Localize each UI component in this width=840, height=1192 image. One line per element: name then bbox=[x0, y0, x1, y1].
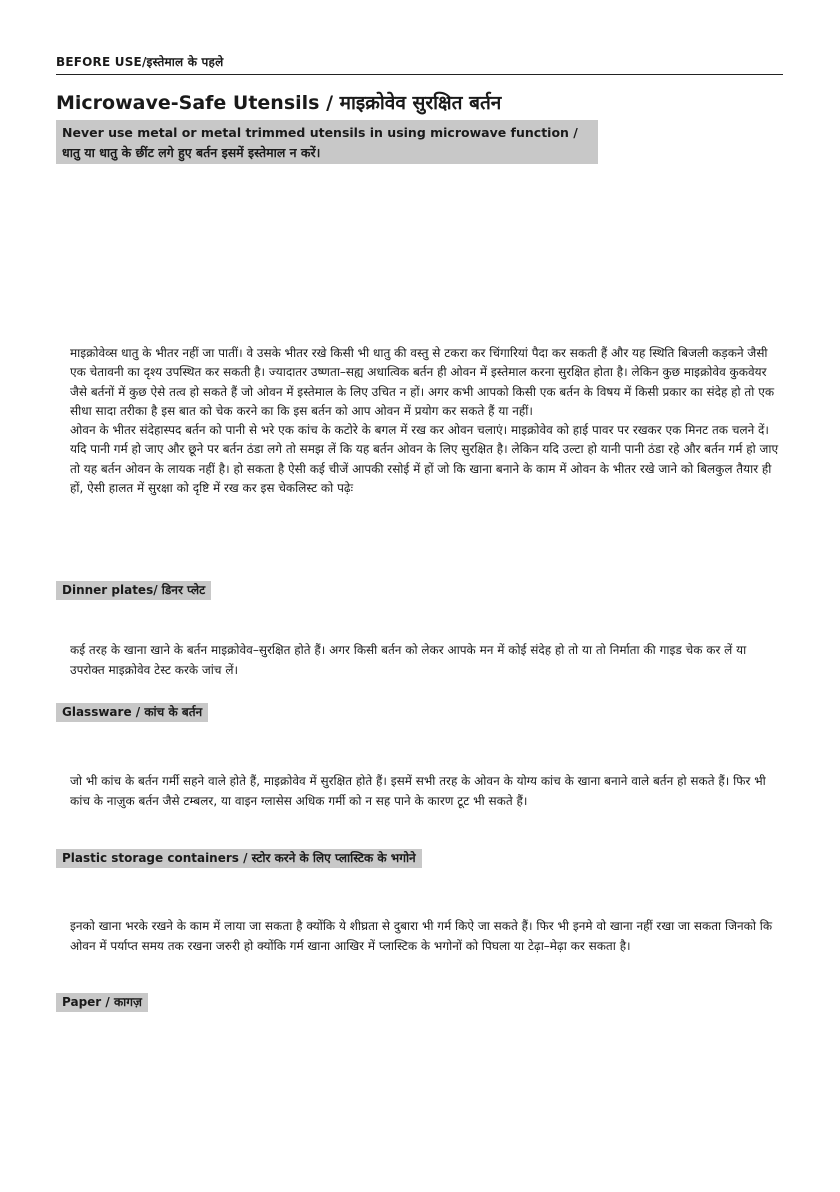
paragraph-dinner-plates: कई तरह के खाना खाने के बर्तन माइक्रोवेव–सुरक्षित होते हैं। अगर किसी बर्तन को लेकर आपके मन में कोई संदेह हो तो या तो निर्माता की गाइड चेक कर लें या उपरोक्त माइक्रोवेव टेस्ट करके जांच लें। bbox=[70, 643, 747, 677]
body-plastic-containers bbox=[70, 917, 782, 956]
page-title: Microwave-Safe Utensils / माइक्रोवेव सुरक्षित बर्तन bbox=[56, 92, 502, 114]
paragraph-plastic-containers: इनको खाना भरके रखने के काम में लाया जा सकता है क्योंकि ये शीघ्रता से दुबारा भी गर्म किऐ जा सकते हैं। फिर भी इनमे वो खाना नहीं रखा जा सकता जिनको कि ओवन में पर्याप्त समय तक रखना जरुरी हो क्योंकि गर्म खाना आखिर में प्लास्टिक के भगोनों को पिघला या टेढ़ा–मेढ़ा कर सकता है। bbox=[70, 919, 773, 953]
intro-text bbox=[70, 344, 782, 498]
warning-box bbox=[56, 120, 598, 164]
intro-paragraph-2: ओवन के भीतर संदेहास्पद बर्तन को पानी से भरे एक कांच के कटोरे के बगल में रख कर ओवन चलाएं। माइक्रोवेव को हाई पावर पर रखकर एक मिनट तक चलने दें। यदि पानी गर्म हो जाए और छूने पर बर्तन ठंडा लगे तो समझ लें कि यह बर्तन ओवन के लिए सुरक्षित है। लेकिन यदि उल्टा हो यानी पानी ठंडा रहे और बर्तन गर्म हो जाए तो यह बर्तन ओवन के लायक नहीं है। हो सकता है ऐसी कई चीजें आपकी रसोई में हों जो कि खाना बनाने के काम में ओवन के भीतर रखे जाने को बिलकुल तैयार ही हों, ऐसी हालत में सुरक्षा को दृष्टि में रख कर इस चेकलिस्ट को पढ़ेः bbox=[70, 423, 779, 496]
header-divider bbox=[56, 74, 783, 75]
paragraph-glassware: जो भी कांच के बर्तन गर्मी सहने वाले होते हैं, माइक्रोवेव में सुरक्षित होते हैं। इसमें सभी तरह के ओवन के योग्य कांच के खाना बनाने वाले बर्तन हो सकते हैं। फिर भी कांच के नाज़ुक बर्तन जैसे टम्बलर, या वाइन ग्लासेस अधिक गर्मी को न सह पाने के कारण टूट भी सकते हैं। bbox=[70, 774, 766, 808]
heading-dinner-plates: Dinner plates/ डिनर प्लेट bbox=[56, 581, 211, 600]
heading-plastic-containers: Plastic storage containers / स्टोर करने के लिए प्लास्टिक के भगोने bbox=[56, 849, 422, 868]
body-dinner-plates bbox=[70, 641, 782, 680]
warning-line-english: Never use metal or metal trimmed utensils in using microwave function / bbox=[62, 125, 578, 140]
section-header-label: BEFORE USE/इस्तेमाल के पहले bbox=[56, 55, 224, 69]
heading-paper: Paper / कागज़ bbox=[56, 993, 148, 1012]
intro-paragraph-1: माइक्रोवेव्स धातु के भीतर नहीं जा पातीं। वे उसके भीतर रखे किसी भी धातु की वस्तु से टकरा कर चिंगारियां पैदा कर सकती हैं और यह स्थिति बिजली कड़कने जैसी एक चेतावनी का दृश्य उपस्थित कर सकती है। ज्यादातर उष्णता–सह्य अधात्विक बर्तन ही ओवन में इस्तेमाल करना सुरक्षित होता है। लेकिन कुछ माइक्रोवेव कुकवेयर जैसे बर्तनों में कुछ ऐसे तत्व हो सकते हैं जो ओवन में इस्तेमाल के लिए उचित न हों। अगर कभी आपको किसी एक बर्तन के विषय में किसी प्रकार का संदेह हो तो एक सीधा सादा तरीका है इस बात को चेक करने का कि इस बर्तन को आप ओवन में प्रयोग कर सकते हैं या नहीं। bbox=[70, 346, 775, 418]
warning-line-hindi: धातु या धातु के छींट लगे हुए बर्तन इसमें इस्तेमाल न करें। bbox=[62, 145, 321, 160]
heading-glassware: Glassware / कांच के बर्तन bbox=[56, 703, 208, 722]
body-glassware bbox=[70, 772, 782, 811]
